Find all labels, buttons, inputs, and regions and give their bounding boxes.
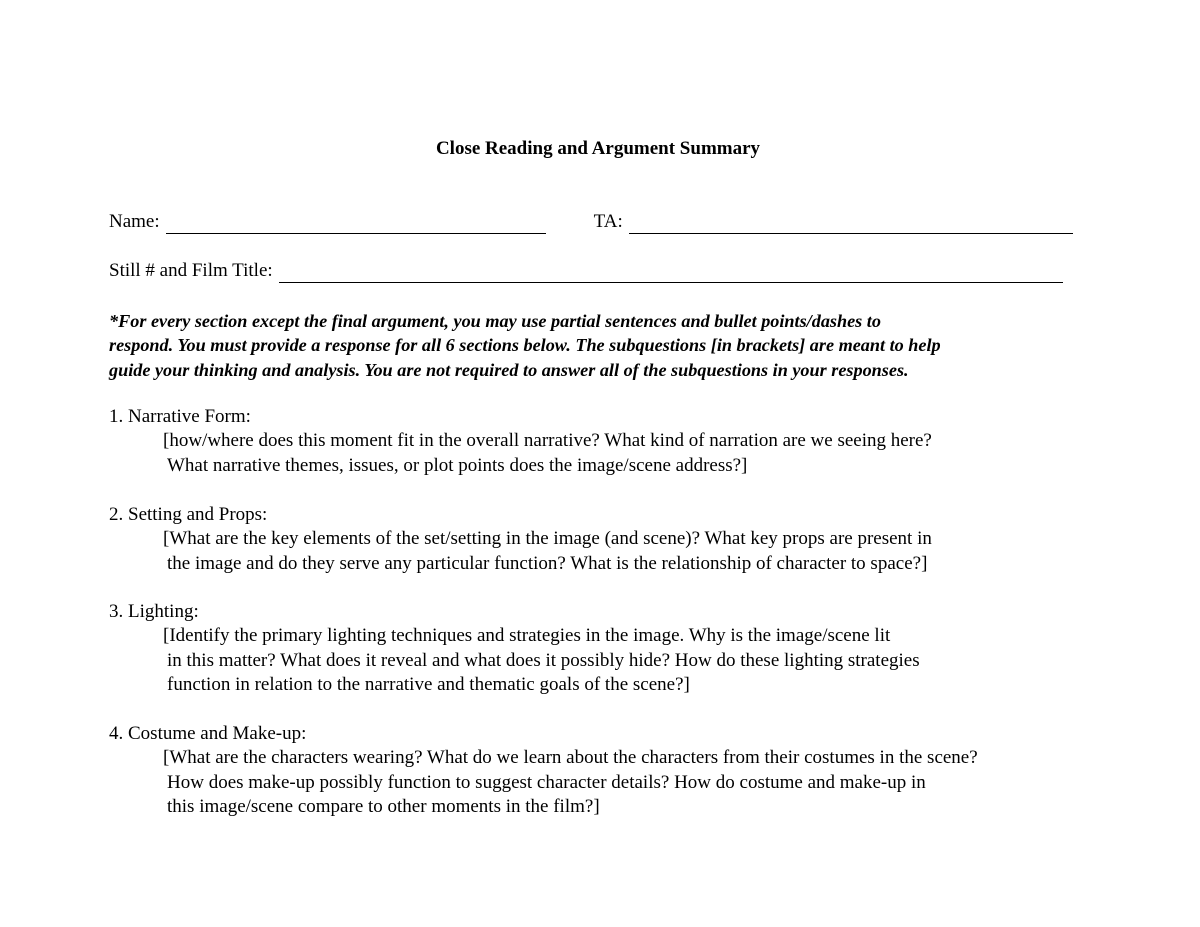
section-heading: 1. Narrative Form:	[109, 406, 251, 427]
section-lighting	[109, 600, 920, 697]
still-title-row	[109, 259, 1063, 283]
section-subquestions	[109, 624, 920, 697]
section-heading: 4. Costume and Make-up:	[109, 723, 307, 744]
section-subquestions	[109, 429, 932, 478]
still-film-title-field[interactable]	[279, 264, 1063, 283]
instructions-block	[109, 309, 1099, 382]
section-costume-and-make-up	[109, 722, 978, 819]
subquestion-line: [Identify the primary lighting techniques and strategies in the image. Why is the image/scene lit	[163, 625, 891, 647]
document-title: Close Reading and Argument Summary	[435, 138, 761, 159]
still-film-title-label: Still # and Film Title:	[109, 260, 273, 281]
instructions-line: respond. You must provide a response for all 6 sections below. The subquestions [in brackets] are meant to help	[109, 335, 941, 356]
subquestion-line: [how/where does this moment fit in the overall narrative? What kind of narration are we seeing here?	[163, 430, 932, 452]
section-subquestions	[109, 527, 932, 576]
section-subquestions	[109, 746, 978, 819]
instructions-line: *For every section except the final argument, you may use partial sentences and bullet points/dashes to	[109, 311, 881, 331]
instructions-line: guide your thinking and analysis. You are not required to answer all of the subquestions in your responses.	[109, 359, 909, 380]
section-narrative-form	[109, 405, 932, 478]
subquestion-line: [What are the characters wearing? What do we learn about the characters from their costumes in the scene?	[163, 747, 978, 769]
section-setting-and-props	[109, 503, 932, 576]
section-heading: 2. Setting and Props:	[109, 504, 268, 525]
name-label: Name:	[109, 211, 160, 232]
subquestion-line: What narrative themes, issues, or plot points does the image/scene address?]	[167, 454, 748, 476]
section-heading: 3. Lighting:	[109, 601, 199, 622]
ta-field[interactable]	[629, 215, 1073, 234]
ta-label: TA:	[593, 211, 623, 232]
subquestion-line: the image and do they serve any particular function? What is the relationship of character to space?]	[167, 552, 928, 574]
subquestion-line: in this matter? What does it reveal and what does it possibly hide? How do these lighting strategies	[167, 649, 920, 671]
subquestion-line: function in relation to the narrative and thematic goals of the scene?]	[167, 673, 690, 695]
name-field[interactable]	[166, 215, 546, 234]
subquestion-line: [What are the key elements of the set/setting in the image (and scene)? What key props are present in	[163, 528, 932, 550]
name-ta-row	[109, 210, 1073, 234]
subquestion-line: this image/scene compare to other moments in the film?]	[167, 795, 600, 817]
subquestion-line: How does make-up possibly function to suggest character details? How do costume and make-up in	[167, 771, 926, 793]
